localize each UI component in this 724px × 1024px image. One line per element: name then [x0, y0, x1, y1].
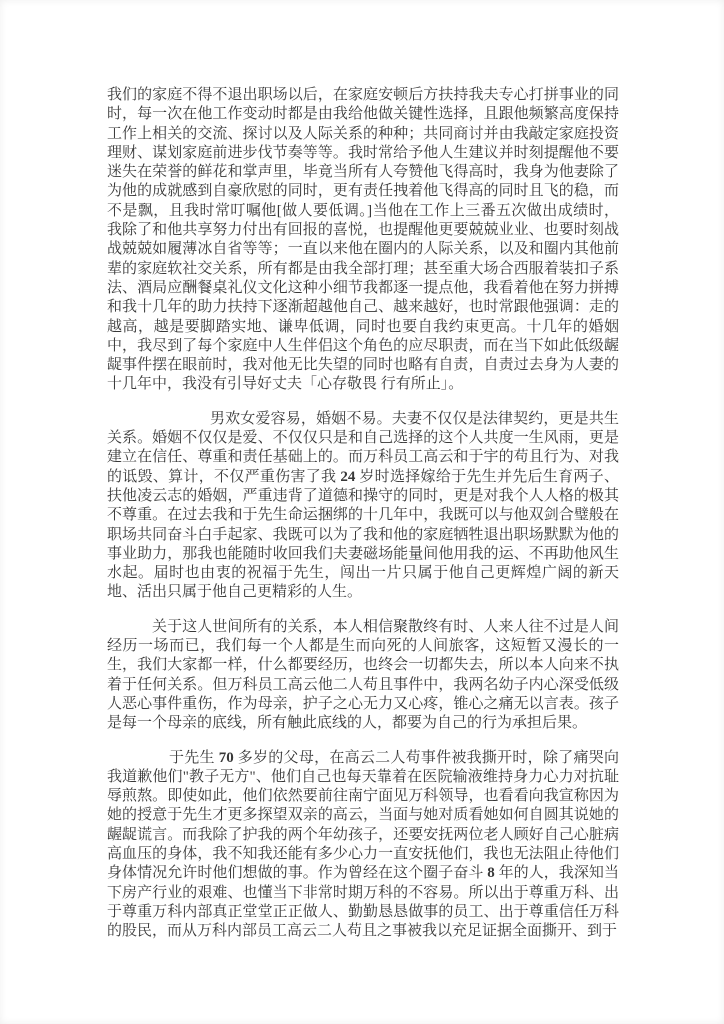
emphasized-number: 8 — [487, 865, 495, 882]
emphasized-number: 24 — [340, 468, 356, 485]
paragraph-3: 关于这人世间所有的关系，本人相信聚散终有时、人来人往不过是人间经历一场而已，我们每一个人都是生而向死的人间旅客，这短暂又漫长的一生，我们大家都一样，什么都要经历，也终会一切都失去，所以本人向来不执着于任何关系。但万科员工高云他二人苟且事件中，我两名幼子内心深受低级人恶心事件重伤，作为母亲，护子之心无力又心疼，锥心之痛无以言表。孩子是每一个母亲的底线，所有触此底线的人，都要为自己的行为承担后果。 — [107, 618, 619, 732]
paragraph-4: 于先生 70 多岁的父母，在高云二人苟事件被我撕开时，除了痛哭向我道歉他们"教子无方"、他们自己也每天靠着在医院输液维持身力心力对抗耻辱煎熬。即使如此，他们依然要前往南宁面见万科领导，也看看向我宣称因为她的授意于先生才更多探望双亲的高云，当面与她对质看她如何自圆其说她的龌龊谎言。而我除了护我的两个年幼孩子，还要安抚两位老人顾好自己心脏病高血压的身体，我不知我还能有多少心力一直安抚他们，我也无法阻止待他们身体情况允许时他们想做的事。作为曾经在这个圈子奋斗 8 年的人，我深知当下房产行业的艰难、也懂当下非常时期万科的不容易。所以出于尊重万科、出于尊重万科内部真正堂堂正正做人、勤勤恳恳做事的员工、出于尊重信任万科的股民，而从万科内部员工高云二人苟且之事被我以充足证据全面撕开、到于 — [107, 749, 619, 940]
paragraph-1: 我们的家庭不得不退出职场以后，在家庭安顿后方扶持我夫专心打拼事业的同时，每一次在他工作变动时都是由我给他做关键性选择，且跟他频繁高度保持工作上相关的交流、探讨以及人际关系的种种；共同商讨并由我敲定家庭投资理财、谋划家庭前进步伐节奏等等。我时常给予他人生建议并时刻提醒他不要迷失在荣誉的鲜花和掌声里，毕竟当所有人夸赞他飞得高时，我身为他妻除了为他的成就感到自豪欣慰的同时，更有责任拽着他飞得高的同时且飞的稳，而不是飘，且我时常叮嘱他[做人要低调。]当他在工作上三番五次做出成绩时，我除了和他共享努力付出有回报的喜悦，也提醒他更要兢兢业业、也要时刻战战兢兢如履薄冰自省等等；一直以来他在圈内的人际关系，以及和圈内其他前辈的家庭软社交关系，所有都是由我全部打理；甚至重大场合西服着装扣子系法、酒局应酬餐桌礼仪文化这种小细节我都逐一提点他，我看着他在努力拼搏和我十几年的助力扶持下逐渐超越他自己、越来越好，也时常跟他强调：走的越高，越是要脚踏实地、谦卑低调，同时也要自我约束更高。十几年的婚姻中，我尽到了每个家庭中人生伴侣这个角色的应尽职责，而在当下如此低级龌龊事件摆在眼前时，我对他无比失望的同时也略有自责，自责过去身为人妻的十几年中，我没有引导好丈夫「心存敬畏 行有所止」。 — [107, 87, 619, 393]
document-body — [107, 86, 619, 941]
emphasized-number: 70 — [218, 749, 234, 766]
paragraph-2: 男欢女爱容易，婚姻不易。夫妻不仅仅是法律契约，更是共生关系。婚姻不仅仅是爱、不仅仅只是和自己选择的这个人共度一生风雨，更是建立在信任、尊重和责任基础上的。而万科员工高云和于宇的苟且行为、对我的诋毁、算计，不仅严重伤害了我 24 岁时选择嫁给于先生并先后生育两子、扶他凌云志的婚姻，严重违背了道德和操守的同时，更是对我个人人格的极其不尊重。在过去我和于先生命运捆绑的十几年中，我既可以与他双剑合璧般在职场共同奋斗白手起家、我既可以为了我和他的家庭牺牲退出职场默默为他的事业助力，那我也能随时收回我们夫妻磁场能量间他用我的运、不再助他风生水起。届时也由衷的祝福于先生，闯出一片只属于他自己更辉煌广阔的新天地、活出只属于他自己更精彩的人生。 — [107, 410, 619, 601]
